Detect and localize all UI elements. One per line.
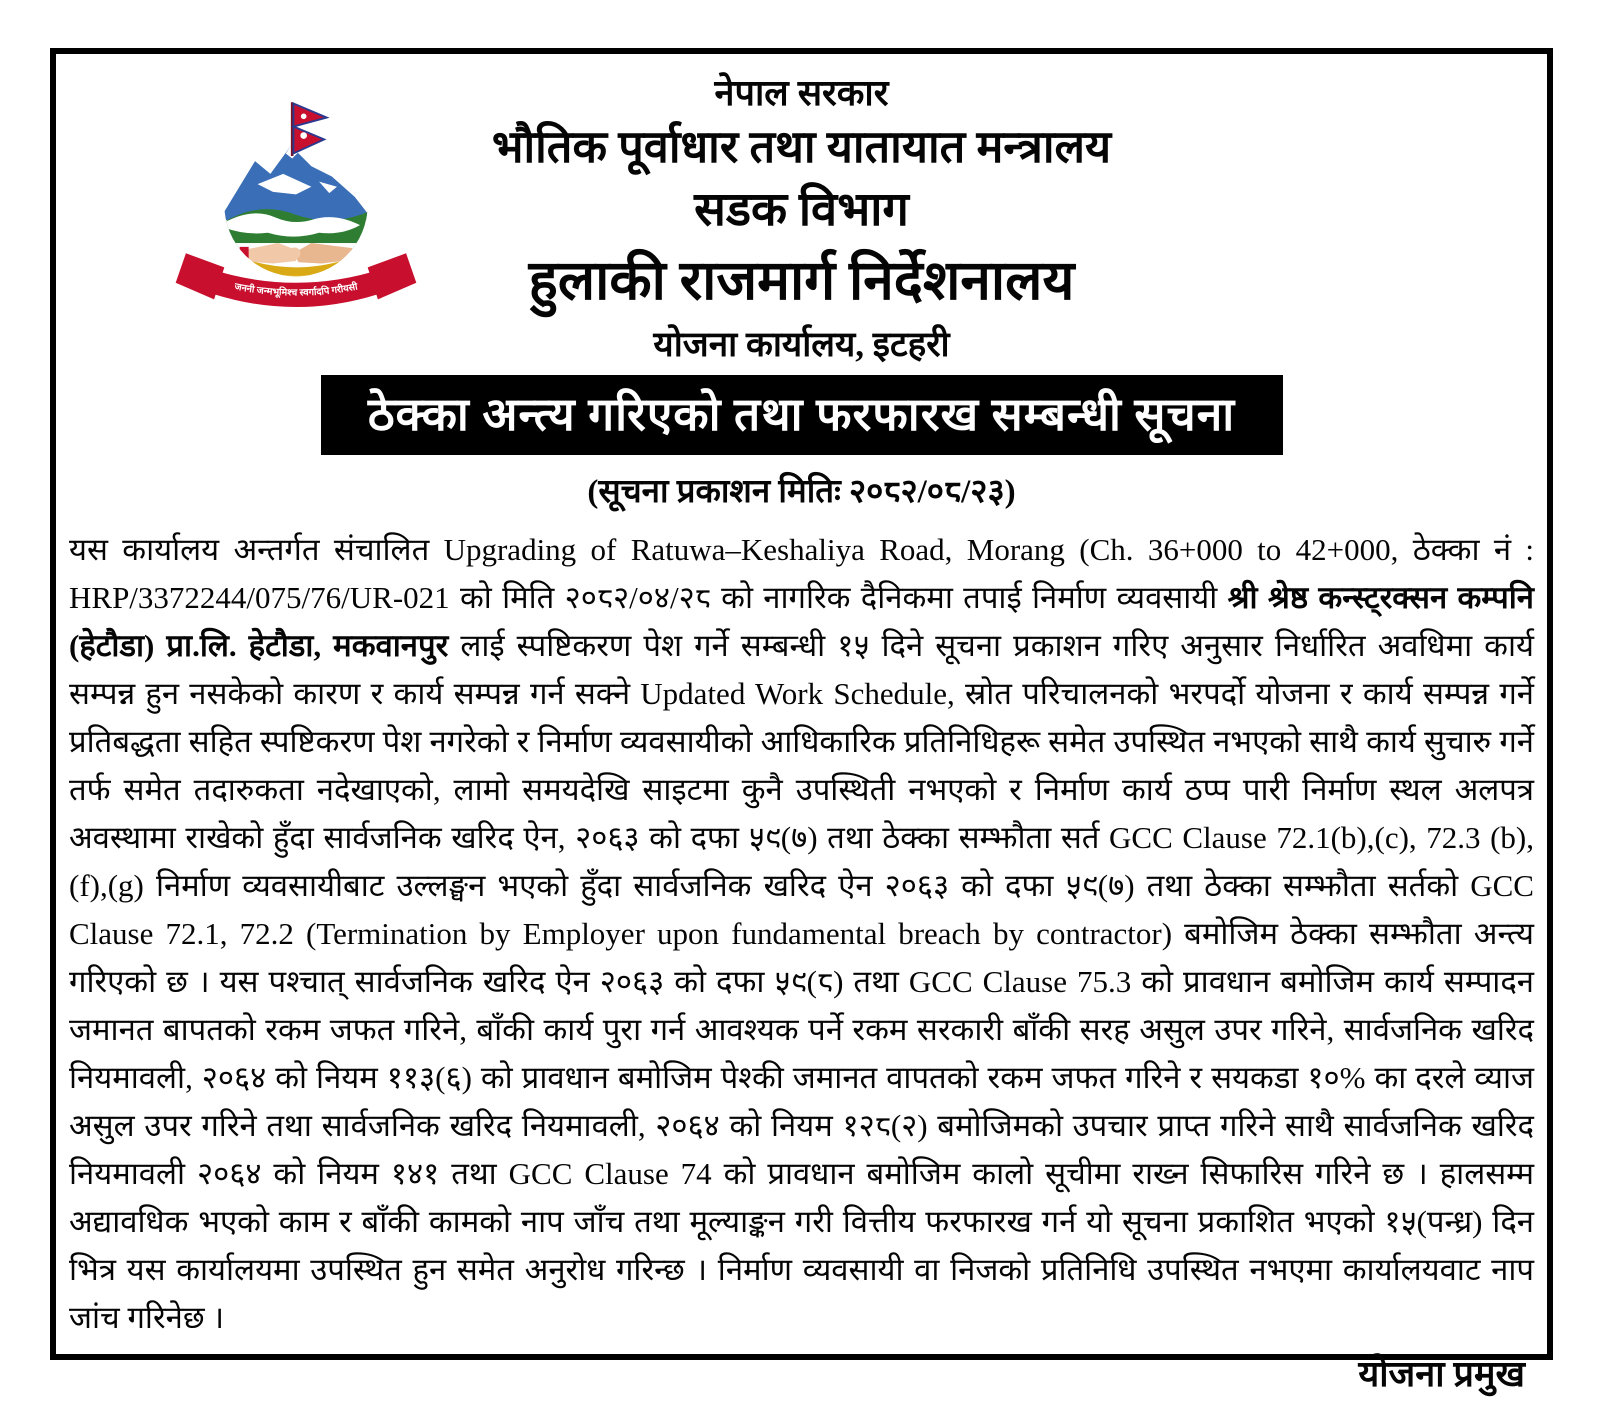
body-text-segment: यस कार्यालय अन्तर्गत संचालित Upgrading of Ratuwa–Keshaliya Road, Morang (Ch. 36+000 to 42+000, ठेक्का नं : HRP/3372244/075/76/UR-021 को मिति २०८२/०४/२८ को नागरिक दैनिकमा तपाई निर्माण व्यवसायी xyxy=(69,532,1534,616)
department-title: सडक विभाग xyxy=(694,183,909,236)
directorate-title: हुलाकी राजमार्ग निर्देशनालय xyxy=(528,249,1075,311)
publication-date: (सूचना प्रकाशन मितिः २०८२/०८/२३) xyxy=(587,474,1016,511)
office-title: योजना कार्यालय, इटहरी xyxy=(653,324,950,364)
contractor-name: श्री श्रेष्ठ कन्स्ट्रक्सन कम्पनि (हेटौडा) प्रा.लि. हेटौडा, मकवानपुर xyxy=(69,580,1535,664)
ministry-title: भौतिक पूर्वाधार तथा यातायात मन्त्रालय xyxy=(491,122,1112,173)
body-text-segment: लाई स्पष्टिकरण पेश गर्ने सम्बन्धी १५ दिने सूचना प्रकाशन गरिए अनुसार निर्धारित अवधिमा कार्य सम्पन्न हुन नसकेको कारण र कार्य सम्पन्न गर्न सक्ने Updated Work Schedule, स्रोत परिचालनको भरपर्दो योजना र कार्य सम्पन्न गर्ने प्रतिबद्धता सहित स्पष्टिकरण पेश नगरेको र निर्माण व्यवसायीको आधिकारिक प्रतिनिधिहरू समेत उपस्थित नभएको साथै कार्य सुचारु गर्ने तर्फ समेत तदारुकता नदेखाएको, लामो समयदेखि साइटमा कुनै उपस्थिती नभएको र निर्माण कार्य ठप्प पारी निर्माण स्थल अलपत्र अवस्थामा राखेको हुँदा सार्वजनिक खरिद ऐन, २०६३ को दफा ५९(७) तथा ठेक्का सम्झौता सर्त GCC Clause 72.1(b),(c), 72.3 (b),(f),(g) निर्माण व्यवसायीबाट उल्लङ्घन भएको हुँदा सार्वजनिक खरिद ऐन २०६३ को दफा ५९(७) तथा ठेक्का सम्झौता सर्तको GCC Clause 72.1, 72.2 (Termination by Employer upon fundamental breach by contractor) बमोजिम ठेक्का सम्झौता अन्त्य गरिएको छ । यस पश्चात् सार्वजनिक खरिद ऐन २०६३ को दफा ५९(८) तथा GCC Clause 75.3 को प्रावधान बमोजिम कार्य सम्पादन जमानत बापतको रकम जफत गरिने, बाँकी कार्य पुरा गर्न आवश्यक पर्ने रकम सरकारी बाँकी सरह असुल उपर गरिने, सार्वजनिक खरिद नियमावली, २०६४ को नियम ११३(६) को प्रावधान बमोजिम पेश्की जमानत वापतको रकम जफत गरिने र सयकडा १०% का दरले व्याज असुल उपर गरिने तथा सार्वजनिक खरिद नियमावली, २०६४ को नियम १२८(२) बमोजिमको उपचार प्राप्त गरिने साथै सार्वजनिक खरिद नियमावली २०६४ को नियम १४१ तथा GCC Clause 74 को प्रावधान बमोजिम कालो सूचीमा राख्न सिफारिस गरिने छ । हालसम्म अद्यावधिक भएको काम र बाँकी कामको नाप जाँच तथा मूल्याङ्कन गरी वित्तीय फरफारख गर्न यो सूचना प्रकाशित भएको १५(पन्ध्र) दिन भित्र यस कार्यालयमा उपस्थित हुन समेत अनुरोध गरिन्छ । निर्माण व्यवसायी वा निजको प्रतिनिधि उपस्थित नभएमा कार्यालयवाट नाप जांच गरिनेछ । xyxy=(69,628,1535,1336)
signatory-title: योजना प्रमुख xyxy=(1358,1354,1525,1395)
government-title: नेपाल सरकार xyxy=(714,73,889,113)
notice-title-banner: ठेक्का अन्त्य गरिएको तथा फरफारख सम्बन्धी सूचना xyxy=(321,375,1283,455)
nepal-government-emblem xyxy=(160,92,432,316)
notice-body xyxy=(56,526,1547,1342)
notice-frame xyxy=(50,48,1553,1395)
emblem-inner-scene xyxy=(219,133,373,279)
emblem-motto: जननी जन्मभूमिश्च स्वर्गादपि गरीयसी xyxy=(233,281,359,299)
